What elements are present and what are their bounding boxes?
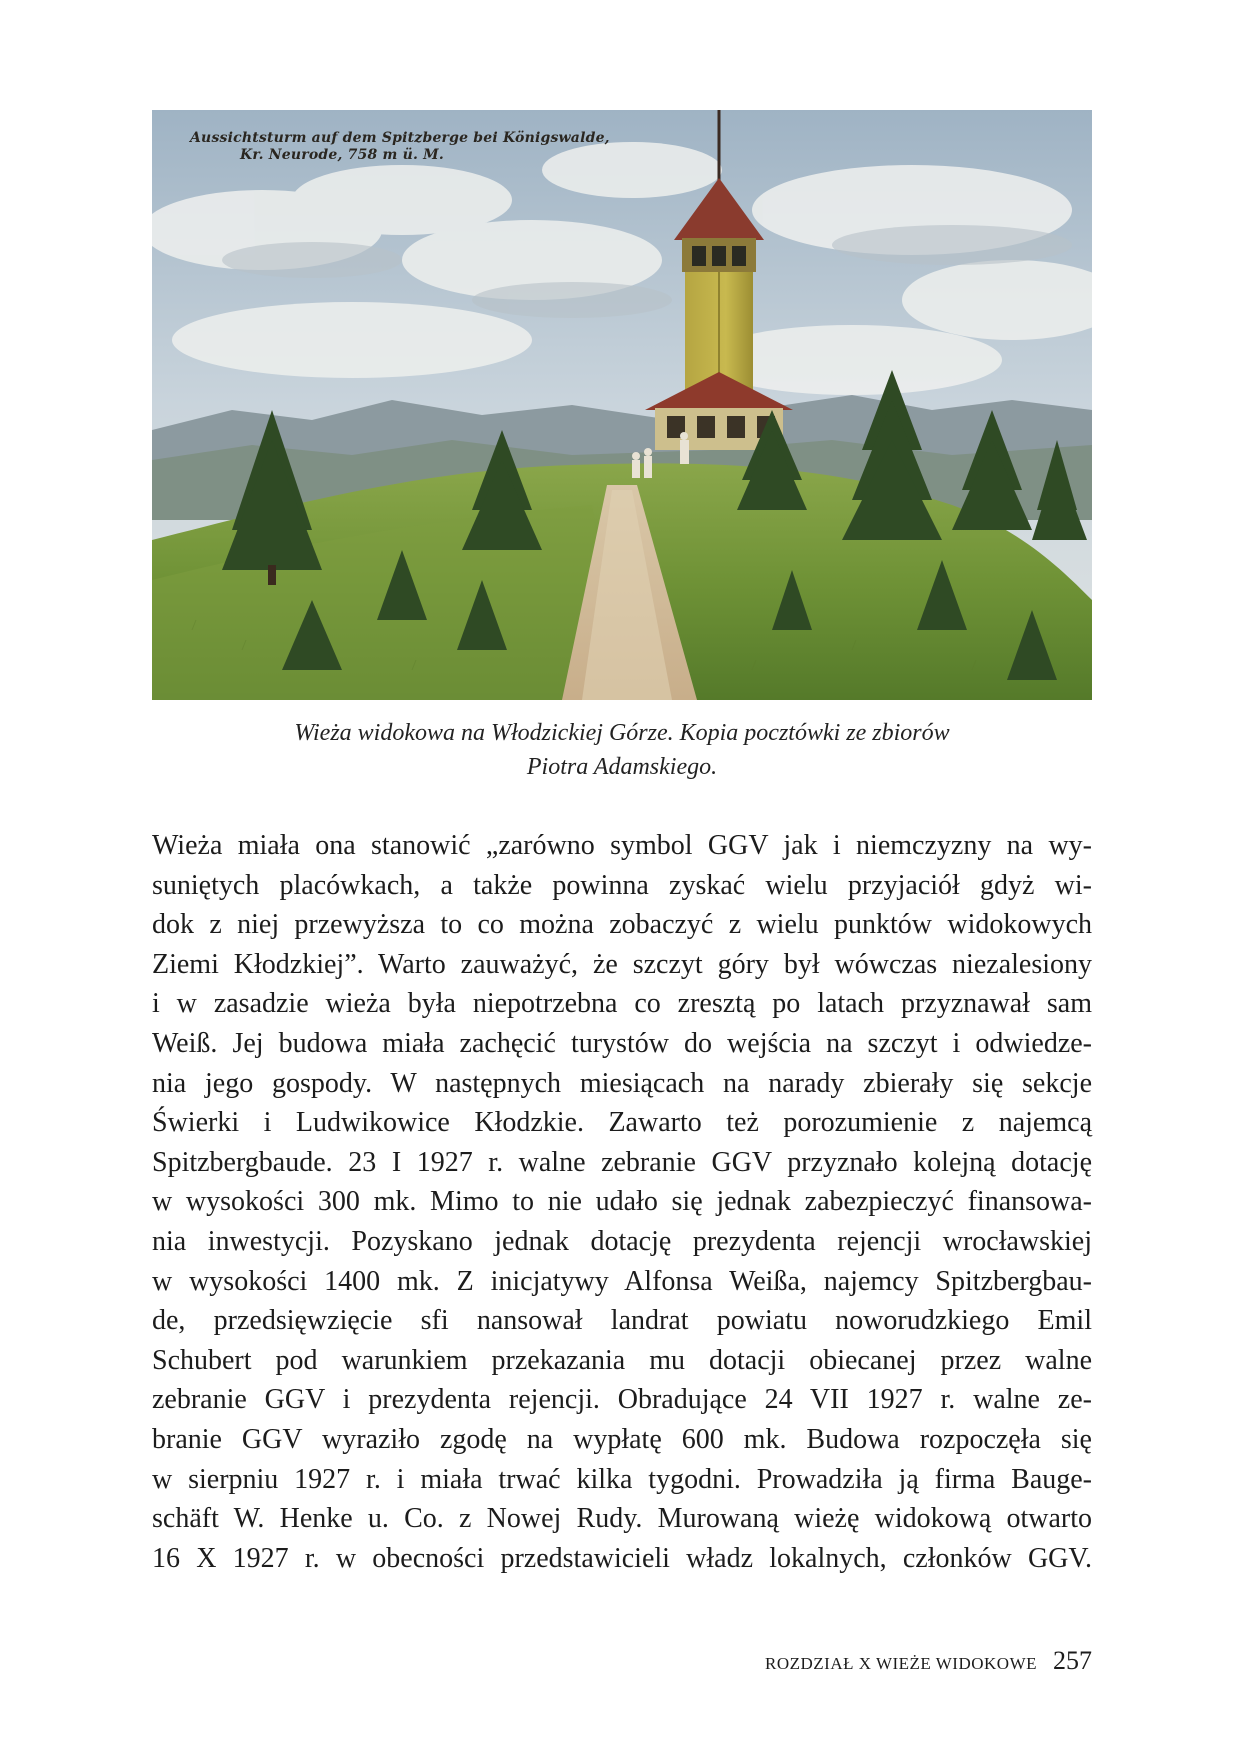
caption-line: Wieża widokowa na Włodzickiej Górze. Kopia pocztówki ze zbiorów: [294, 720, 950, 746]
postcard-inscription-line2: Kr. Neurode, 758 m ü. M.: [240, 147, 444, 163]
text-line: schäft W. Henke u. Co. z Nowej Rudy. Murowaną wieżę widokową otwarto: [152, 1503, 1092, 1535]
text-line: suniętych placówkach, a także powinna zyskać wielu przyjaciół gdyż wi-: [152, 869, 1092, 901]
text-line: de, przedsięwzięcie sfi nansował landrat powiatu noworudzkiego Emil: [152, 1305, 1092, 1337]
running-head: ROZDZIAŁ X WIEŻE WIDOKOWE: [765, 1654, 1037, 1673]
text-line: 16 X 1927 r. w obecności przedstawicieli władz lokalnych, członków GGV.: [152, 1542, 1092, 1574]
text-line: w wysokości 300 mk. Mimo to nie udało się jednak zabezpieczyć finansowa-: [152, 1186, 1092, 1218]
postcard-photo: [152, 110, 1092, 700]
text-line: dok z niej przewyższa to co można zobaczyć z wielu punktów widokowych: [152, 909, 1092, 941]
text-line: w sierpniu 1927 r. i miała trwać kilka tygodni. Prowadziła ją firma Bauge-: [152, 1463, 1092, 1495]
text-line: i w zasadzie wieża była niepotrzebna co zresztą po latach przyznawał sam: [152, 988, 1092, 1020]
text-line: Wieża miała ona stanowić „zarówno symbol GGV jak i niemczyzny na wy-: [152, 830, 1092, 861]
text-line: Schubert pod warunkiem przekazania mu dotacji obiecanej przez walne: [152, 1344, 1092, 1376]
text-line: nia inwestycji. Pozyskano jednak dotację prezydenta rejencji wrocławskiej: [152, 1225, 1092, 1257]
postcard-image: [152, 110, 1092, 700]
page-number: 257: [1053, 1646, 1092, 1675]
postcard-inscription: [190, 130, 610, 164]
text-line: Spitzbergbaude. 23 I 1927 r. walne zebranie GGV przyznało kolejną dotację: [152, 1146, 1092, 1178]
text-line: Świerki i Ludwikowice Kłodzkie. Zawarto też porozumienie z najemcą: [152, 1107, 1092, 1139]
caption-line: Piotra Adamskiego.: [526, 754, 718, 780]
page-footer: [765, 1646, 1092, 1676]
text-line: Weiß. Jej budowa miała zachęcić turystów do wejścia na szczyt i odwiedze-: [152, 1027, 1092, 1059]
text-line: Ziemi Kłodzkiej”. Warto zauważyć, że szczyt góry był wówczas niezalesiony: [152, 948, 1092, 980]
text-line: branie GGV wyraziło zgodę na wypłatę 600 mk. Budowa rozpoczęła się: [152, 1423, 1092, 1455]
text-line: w wysokości 1400 mk. Z inicjatywy Alfonsa Weißa, najemcy Spitzbergbau-: [152, 1265, 1092, 1297]
text-line: nia jego gospody. W następnych miesiącach na narady zbierały się sekcje: [152, 1067, 1092, 1099]
postcard-inscription-line1: Aussichtsturm auf dem Spitzberge bei Königswalde,: [190, 130, 610, 146]
figure-caption: [152, 716, 1092, 784]
text-line: zebranie GGV i prezydenta rejencji. Obradujące 24 VII 1927 r. walne ze-: [152, 1384, 1092, 1416]
body-paragraph: [152, 826, 1092, 1578]
